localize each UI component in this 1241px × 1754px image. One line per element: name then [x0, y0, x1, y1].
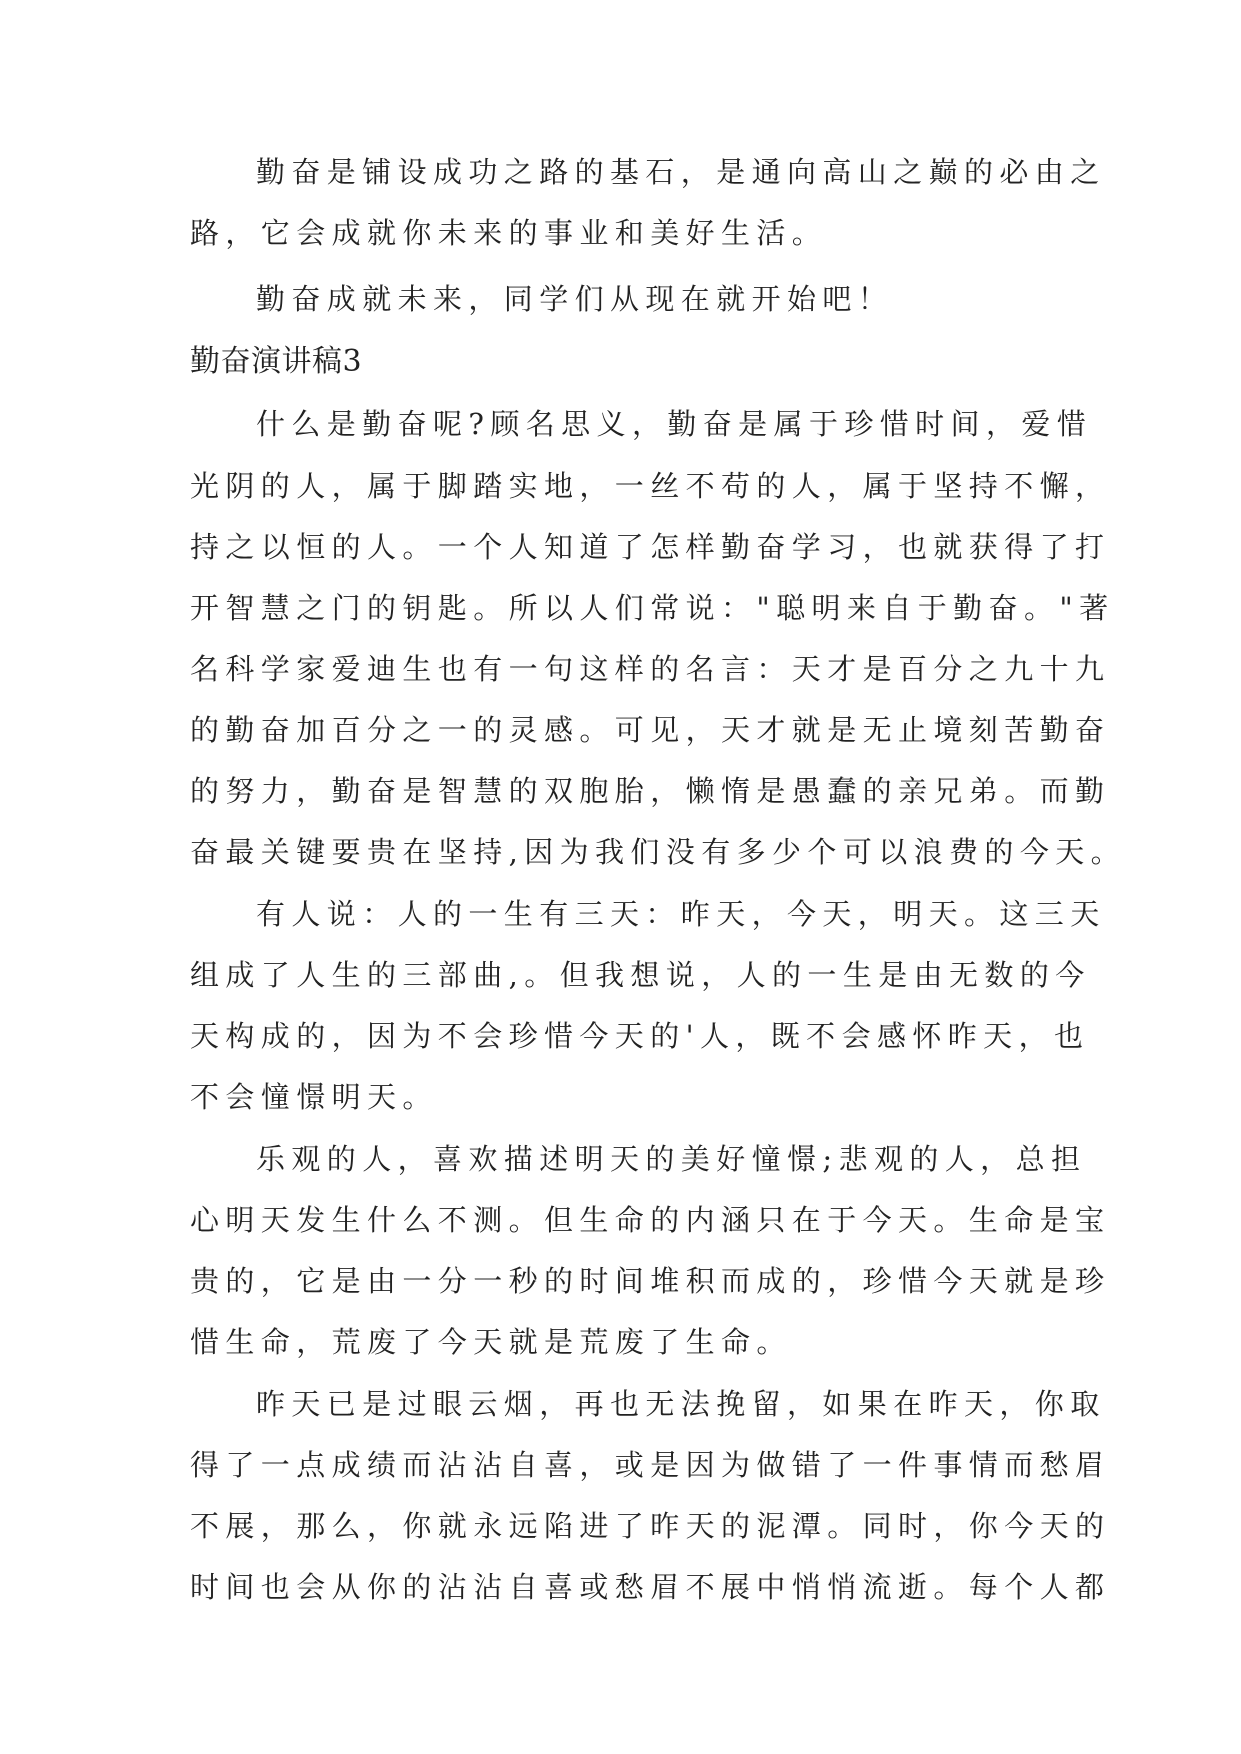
text-line: 开智慧之门的钥匙。所以人们常说："聪明来自于勤奋。"著 [190, 591, 1115, 625]
text-line: 奋最关键要贵在坚持,因为我们没有多少个可以浪费的今天。 [190, 835, 1127, 869]
text-line: 的勤奋加百分之一的灵感。可见，天才就是无止境刻苦勤奋 [190, 713, 1111, 747]
section-heading: 勤奋演讲稿3 [190, 344, 363, 379]
text-line: 有人说：人的一生有三天：昨天，今天，明天。这三天 [256, 897, 1106, 931]
text-line: 昨天已是过眼云烟，再也无法挽留，如果在昨天，你取 [256, 1387, 1106, 1421]
text-line: 惜生命，荒废了今天就是荒废了生命。 [190, 1325, 792, 1359]
text-line: 路，它会成就你未来的事业和美好生活。 [190, 216, 828, 250]
text-line: 时间也会从你的沾沾自喜或愁眉不展中悄悄流逝。每个人都 [190, 1570, 1111, 1604]
text-line: 的努力，勤奋是智慧的双胞胎，懒惰是愚蠢的亲兄弟。而勤 [190, 774, 1111, 808]
text-line: 勤奋成就未来，同学们从现在就开始吧！ [256, 282, 894, 316]
text-line: 乐观的人，喜欢描述明天的美好憧憬;悲观的人，总担 [256, 1142, 1087, 1176]
text-line: 持之以恒的人。一个人知道了怎样勤奋学习，也就获得了打 [190, 530, 1111, 564]
text-line: 贵的，它是由一分一秒的时间堆积而成的，珍惜今天就是珍 [190, 1264, 1111, 1298]
text-line: 组成了人生的三部曲,。但我想说，人的一生是由无数的今 [190, 958, 1091, 992]
text-line: 勤奋是铺设成功之路的基石，是通向高山之巅的必由之 [256, 155, 1106, 189]
text-line: 不会憧憬明天。 [190, 1080, 438, 1114]
text-line: 得了一点成绩而沾沾自喜，或是因为做错了一件事情而愁眉 [190, 1448, 1111, 1482]
text-line: 天构成的，因为不会珍惜今天的'人，既不会感怀昨天，也 [190, 1019, 1090, 1053]
text-line: 不展，那么，你就永远陷进了昨天的泥潭。同时，你今天的 [190, 1509, 1111, 1543]
text-line: 什么是勤奋呢?顾名思义，勤奋是属于珍惜时间，爱惜 [256, 407, 1093, 441]
text-line: 光阴的人，属于脚踏实地，一丝不苟的人，属于坚持不懈， [190, 469, 1111, 503]
text-line: 心明天发生什么不测。但生命的内涵只在于今天。生命是宝 [190, 1203, 1111, 1237]
text-line: 名科学家爱迪生也有一句这样的名言：天才是百分之九十九 [190, 652, 1111, 686]
